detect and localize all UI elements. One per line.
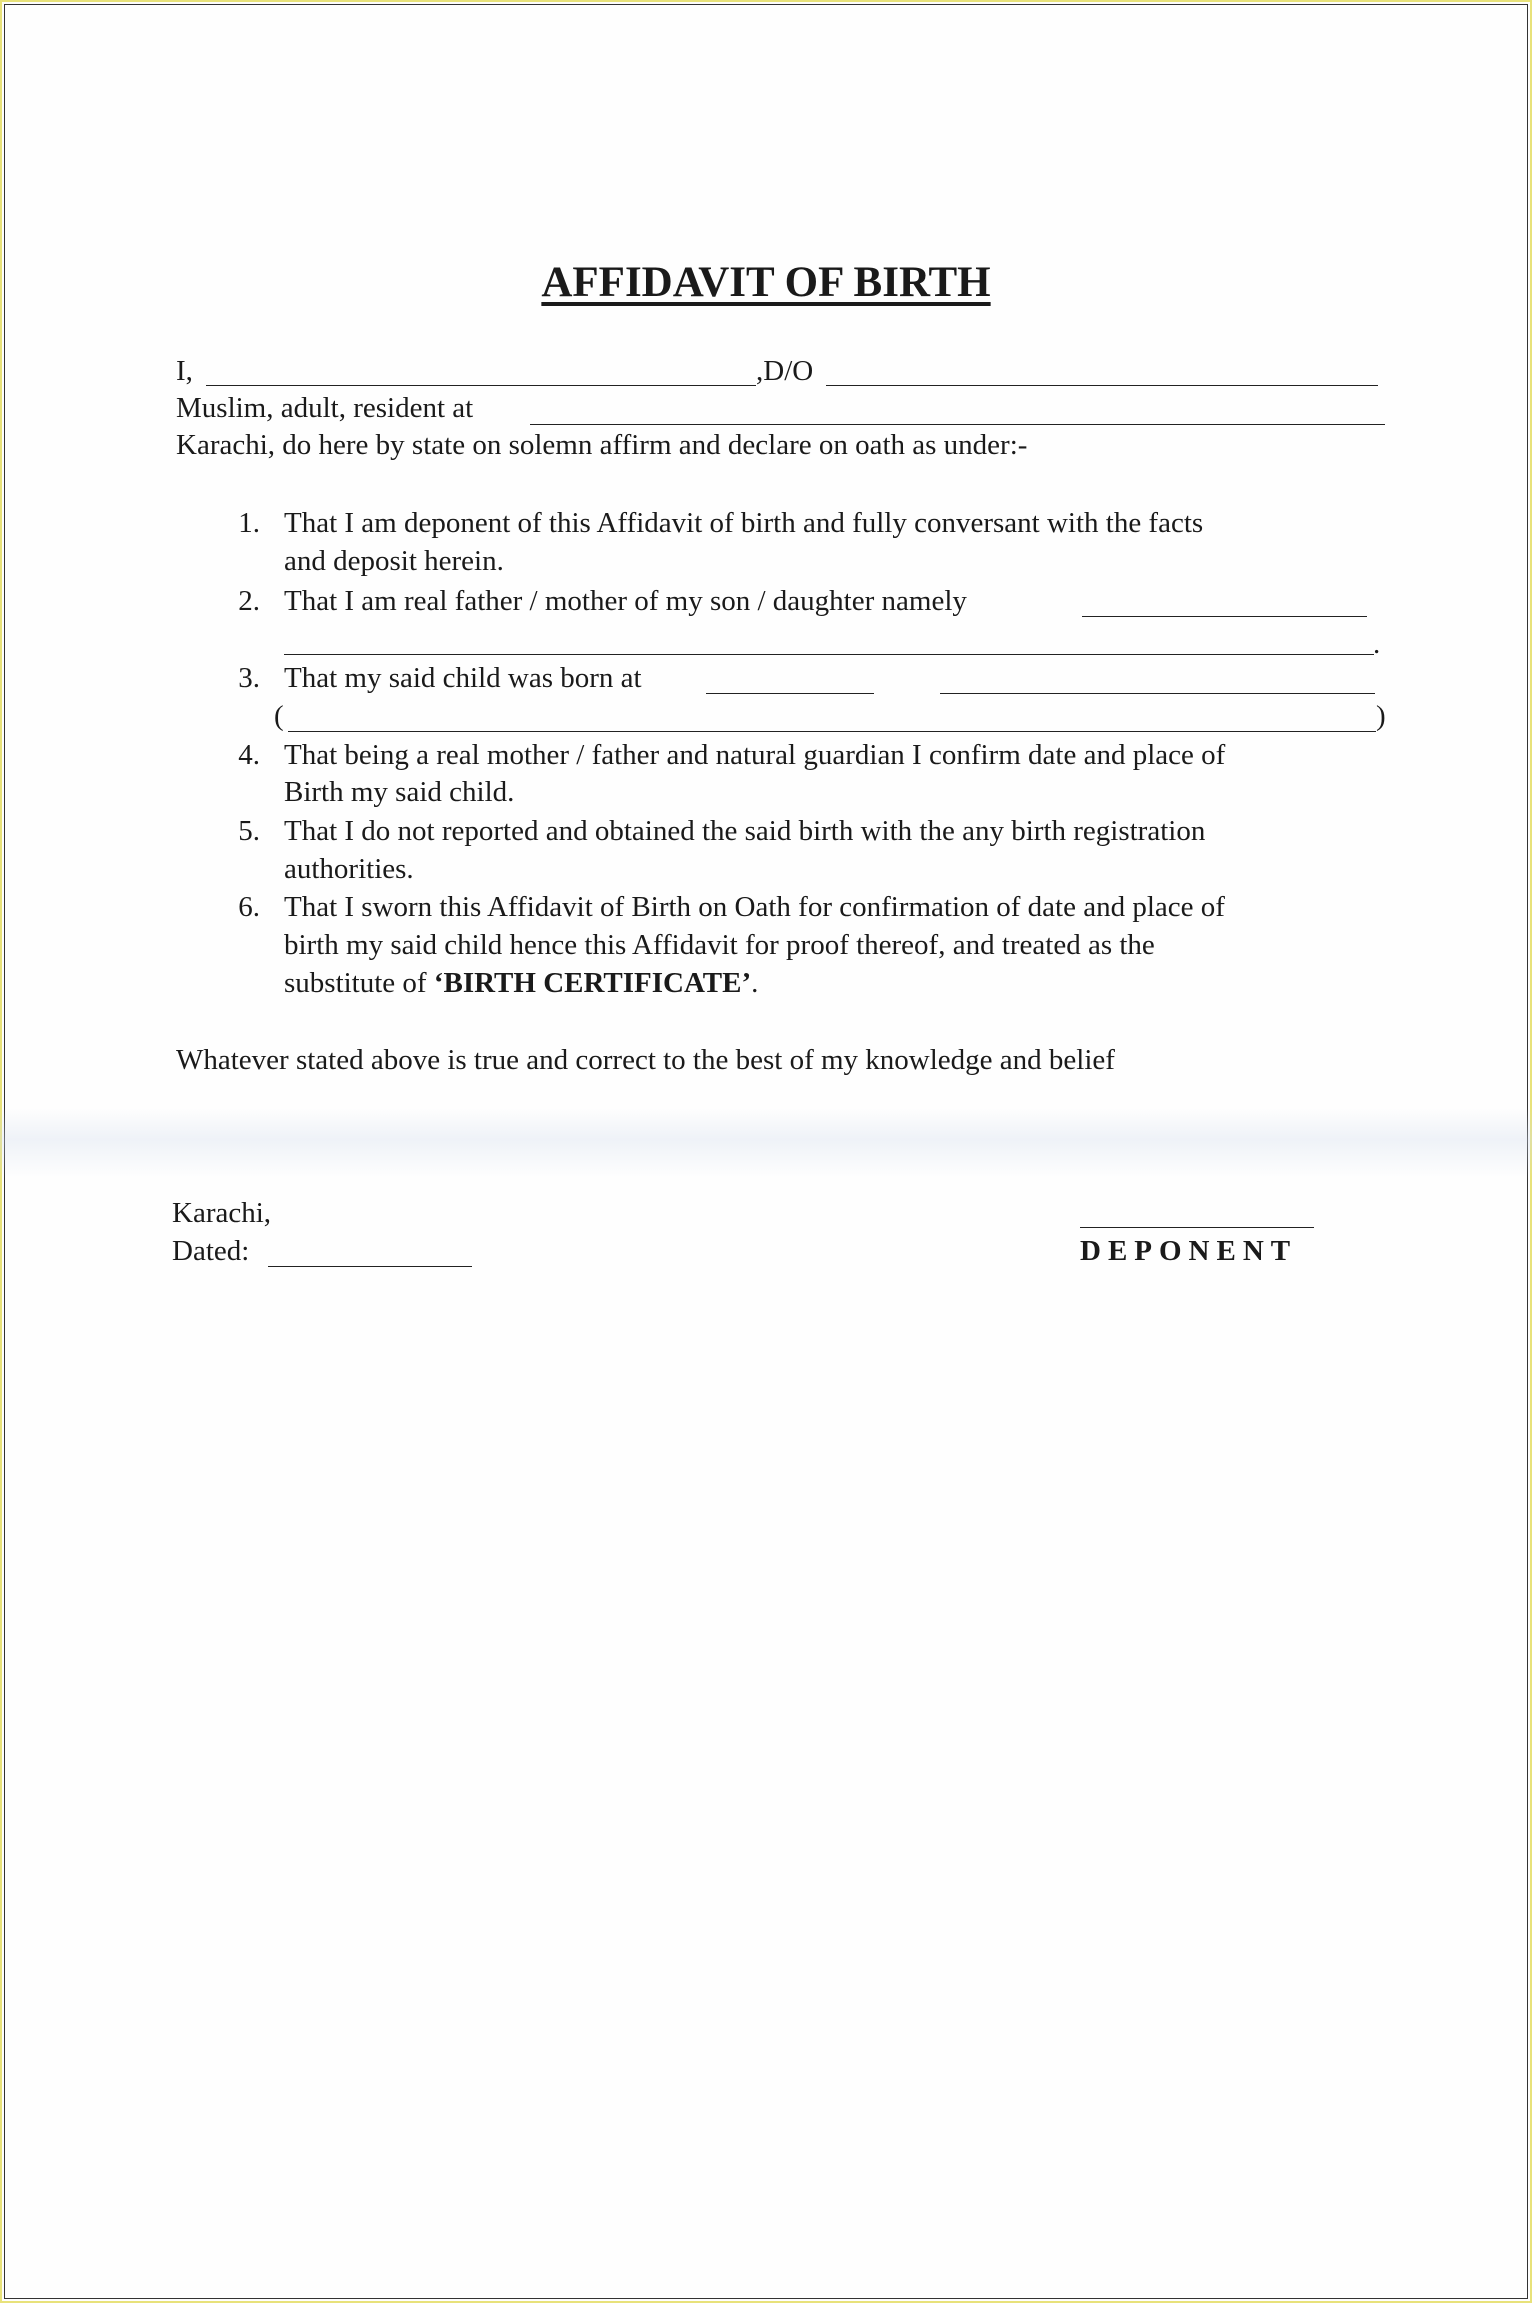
item-text: That my said child was born at — [284, 662, 642, 694]
item-number: 1. — [238, 507, 260, 539]
item-end-mark: . — [1373, 628, 1381, 660]
item-text: and deposit herein. — [284, 545, 504, 577]
item-text: That I do not reported and obtained the said birth with the any birth registration — [284, 815, 1206, 847]
open-paren: ( — [274, 700, 284, 732]
document-title: AFFIDAVIT OF BIRTH — [541, 259, 991, 306]
item-text: birth my said child hence this Affidavit for proof thereof, and treated as the — [284, 929, 1155, 961]
item-text: Birth my said child. — [284, 776, 515, 808]
footer-place: Karachi, — [172, 1197, 272, 1229]
item-number: 2. — [238, 585, 260, 617]
item-text-prefix: substitute of — [284, 967, 434, 999]
child-name-blank-2[interactable] — [284, 654, 1374, 655]
declaration: Whatever stated above is true and correct to the best of my knowledge and belief — [176, 1044, 1115, 1076]
address-blank[interactable] — [530, 424, 1385, 425]
item-text: That I am real father / mother of my son / daughter namely — [284, 585, 967, 617]
item-text: authorities. — [284, 853, 414, 885]
intro-line-3: Karachi, do here by state on solemn affirm and declare on oath as under:- — [176, 429, 1028, 461]
birth-date-blank[interactable] — [940, 693, 1375, 694]
birth-certificate-label: ‘BIRTH CERTIFICATE’ — [433, 967, 752, 999]
item-text-suffix: . — [751, 967, 759, 999]
item-text: That I sworn this Affidavit of Birth on Oath for confirmation of date and place of — [284, 891, 1225, 923]
father-name-blank[interactable] — [826, 385, 1378, 386]
item-text: That being a real mother / father and natural guardian I confirm date and place of — [284, 739, 1226, 771]
item-number: 3. — [238, 662, 260, 694]
footer-dated-label: Dated: — [172, 1235, 250, 1267]
item-number: 4. — [238, 739, 260, 771]
deponent-label: DEPONENT — [1080, 1235, 1298, 1267]
item-number: 5. — [238, 815, 260, 847]
intro-i-label: I, — [176, 355, 193, 387]
name-blank[interactable] — [206, 385, 756, 386]
scan-smudge — [0, 1108, 1532, 1178]
date-blank[interactable] — [268, 1266, 472, 1267]
intro-do-label: ,D/O — [756, 355, 814, 387]
birth-date-words-blank[interactable] — [288, 731, 1376, 732]
child-name-blank[interactable] — [1082, 616, 1367, 617]
signature-line[interactable] — [1080, 1227, 1314, 1228]
birth-place-blank[interactable] — [706, 693, 874, 694]
close-paren: ) — [1376, 700, 1386, 732]
item-number: 6. — [238, 891, 260, 923]
item-text: That I am deponent of this Affidavit of birth and fully conversant with the facts — [284, 507, 1204, 539]
intro-line-2: Muslim, adult, resident at — [176, 392, 474, 424]
item-text-last — [284, 965, 758, 1001]
